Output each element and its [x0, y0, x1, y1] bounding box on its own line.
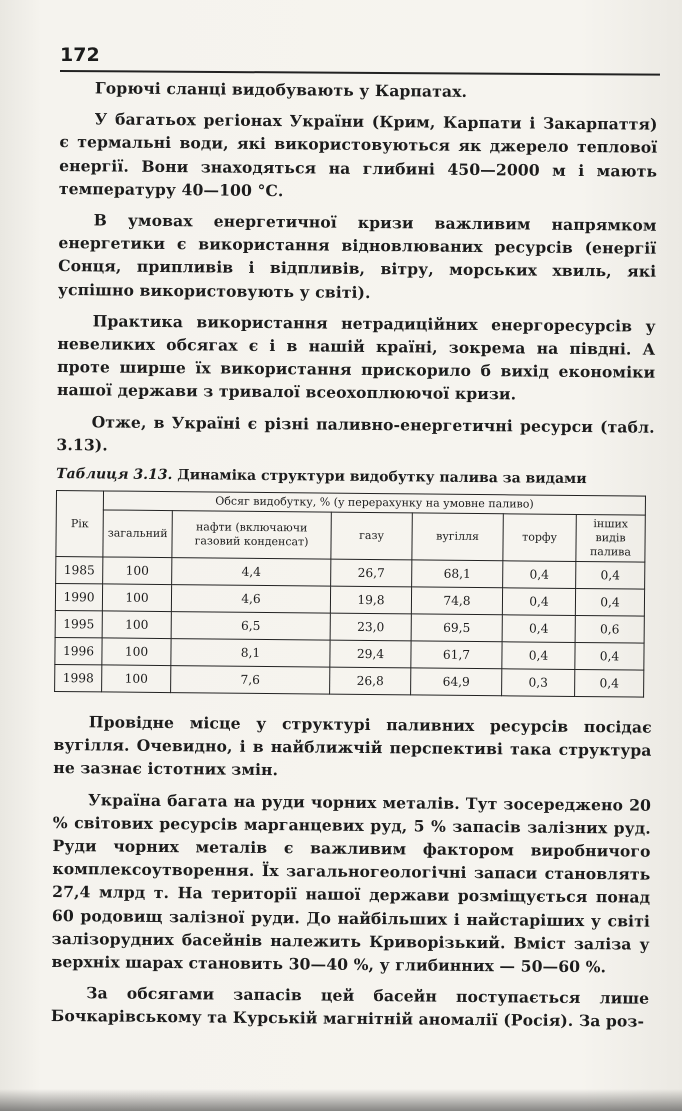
header-rule	[60, 70, 660, 76]
year-cell: 1996	[55, 638, 102, 665]
paragraph: Практика використання нетрадиційних енергоресурсів у невеликих обсягах є і в нашій країні, зокрема на півдні. А проте ширше їх використання прискорило б вихід економіки нашої держави з тривалої всеохоплюючої кризи.	[56, 311, 656, 404]
column-header: інших видів палива	[576, 515, 645, 563]
group-header: Обсяг видобутку, % (у перерахунку на умовне паливо)	[103, 491, 645, 515]
paragraph: Провідне місце у структурі паливних ресурсів посідає вугілля. Очевидно, і в найближчій перспективі така структура не зазнає істотних змін.	[53, 712, 652, 780]
table-cell: 6,5	[171, 612, 330, 641]
year-cell: 1985	[56, 557, 103, 584]
table-cell: 4,4	[172, 558, 331, 587]
year-header: Рік	[56, 491, 104, 557]
table-cell: 0,4	[575, 643, 644, 671]
table-cell: 68,1	[412, 560, 503, 588]
table-cell: 19,8	[330, 586, 411, 614]
table-cell: 61,7	[411, 641, 502, 669]
table-cell: 0,4	[576, 562, 645, 590]
table-cell: 69,5	[411, 614, 502, 642]
table-cell: 64,9	[411, 668, 502, 696]
column-header: вугілля	[412, 513, 503, 561]
table-cell: 26,8	[330, 667, 411, 695]
table-cell: 0,3	[502, 669, 575, 697]
year-cell: 1995	[55, 611, 102, 638]
table-cell: 29,4	[330, 640, 411, 668]
table-cell: 0,6	[575, 616, 644, 644]
table-caption-label: Таблиця 3.13.	[56, 466, 173, 484]
table-cell: 8,1	[171, 639, 330, 668]
paragraph: За обсягами запасів цей басейн поступається лише Бочкарівському та Курській магнітній аномалії (Росія). За роз-	[50, 983, 650, 1032]
paragraph: В умовах енергетичної кризи важливим напрямком енергетики є використання відновлюваних ресурсів (енергії Сонця, припливів і відпливів, вітру, морських хвиль, які успішно використовують у світі).	[57, 210, 657, 302]
table-cell: 100	[102, 611, 171, 639]
paragraph: У багатьох регіонах України (Крим, Карпати і Закарпаття) є термальні води, які використовуються як джерело теплової енергії. Вони знаходяться на глибині 450—2000 м і мають температуру 40—100 °С.	[58, 109, 658, 200]
table-caption	[56, 464, 654, 490]
column-header: газу	[331, 512, 412, 560]
column-header: нафти (включаючи газовий конденсат)	[172, 511, 331, 560]
table-cell: 0,4	[502, 588, 575, 616]
fuel-structure-table	[54, 490, 646, 698]
year-cell: 1990	[55, 584, 102, 611]
paragraph: Україна багата на руди чорних металів. Тут зосереджено 20 % світових ресурсів марганцевих руд, 5 % запасів залізних руд. Руди чорних металів є важливим фактором виробничого комплексоутворення. Їх загальногеологічні запаси становлять 27,4 млрд т. На території нашої держави розміщується понад 60 родовищ залізної руди. До найбільших і найстаріших у світі залізорудних басейнів належить Криворізький. Вміст заліза у верхніх шарах становить 30—40 %, у глибинних — 50—60 %.	[51, 789, 652, 977]
column-header: загальний	[103, 510, 172, 558]
table-caption-text: Динаміка структури видобутку палива за видами	[177, 467, 587, 488]
paragraph: Горючі сланці видобувають у Карпатах.	[94, 78, 468, 101]
page-content	[51, 76, 658, 1041]
table-row	[55, 665, 644, 698]
page-number: 172	[60, 44, 100, 66]
page-edge-shadow	[0, 1089, 682, 1111]
table-cell: 100	[102, 665, 171, 693]
table-cell: 100	[103, 584, 172, 612]
table-cell: 0,4	[503, 561, 576, 589]
paragraph: Отже, в Україні є різні паливно-енергетичні ресурси (табл. 3.13).	[56, 411, 655, 455]
year-cell: 1998	[55, 665, 102, 692]
table-cell: 0,4	[502, 615, 575, 643]
table-cell: 100	[102, 638, 171, 666]
table-cell: 23,0	[330, 613, 411, 641]
table-cell: 26,7	[331, 559, 412, 587]
table-cell: 100	[103, 557, 172, 585]
table-cell: 4,6	[171, 585, 330, 614]
table-cell: 0,4	[502, 642, 575, 670]
table-cell: 0,4	[575, 589, 644, 617]
table-cell: 7,6	[171, 666, 330, 695]
table-cell: 74,8	[411, 587, 502, 615]
table-cell: 0,4	[575, 670, 644, 698]
column-header: торфу	[503, 514, 576, 562]
